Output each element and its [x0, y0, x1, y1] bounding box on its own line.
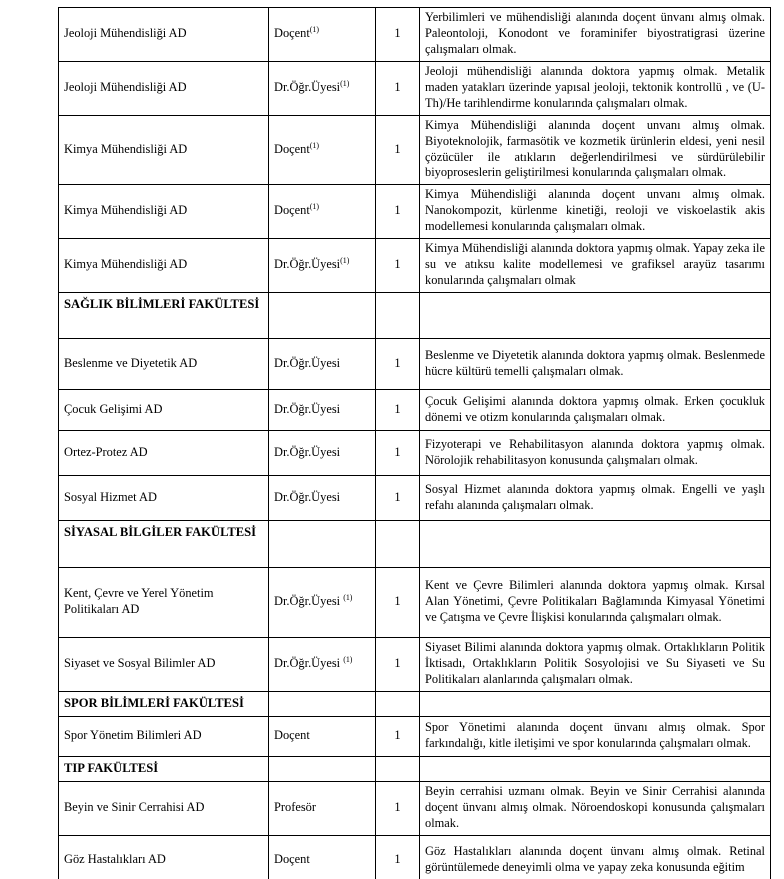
academic-title: [269, 716, 376, 756]
academic-title-text: Doçent: [274, 25, 310, 40]
position-count: 1: [376, 716, 420, 756]
table-row: [59, 239, 771, 293]
footnote-marker: (1): [309, 140, 320, 150]
requirement-description: Kimya Mühendisliği alanında doçent unvanı almış olmak. Nanokompozit, kürlenme kinetiği, reoloji ve viskoelastik akis modellemesi konularında çalışmaları olmak.: [420, 185, 771, 239]
requirement-description: Kimya Mühendisliği alanında doktora yapmış olmak. Yapay zeka ile su ve atıksu kalite modellemesi ve grafiksel arayüz tasarımı konularında çalışmaları olmak: [420, 239, 771, 293]
position-count: 1: [376, 390, 420, 431]
faculty-name: TIP FAKÜLTESİ: [59, 756, 269, 781]
position-count: 1: [376, 638, 420, 692]
department-name: Siyaset ve Sosyal Bilimler AD: [59, 638, 269, 692]
requirement-description: Çocuk Gelişimi alanında doktora yapmış olmak. Erken çocukluk dönemi ve otizm konularında çalışmaları olmak.: [420, 390, 771, 431]
position-count: 1: [376, 185, 420, 239]
position-count: [376, 691, 420, 716]
table-row: [59, 185, 771, 239]
requirement-description: Siyaset Bilimi alanında doktora yapmış olmak. Ortaklıkların Politik İktisadı, Ortaklıkların Politik Sosyolojisi ve Su Siyaseti ve Su Politikaları alanlarında çalışmaları olmak.: [420, 638, 771, 692]
academic-title: [269, 239, 376, 293]
faculty-header-row: [59, 691, 771, 716]
position-count: 1: [376, 239, 420, 293]
table-row: [59, 638, 771, 692]
academic-title: [269, 431, 376, 476]
requirement-description: Kent ve Çevre Bilimleri alanında doktora yapmış olmak. Kırsal Alan Yönetimi, Çevre Politikaları Bağlamında Kimyasal Yönetimi ve Çatışma ve Çevre İlişkisi konularında çalışmaları olmak.: [420, 568, 771, 638]
requirement-description: Spor Yönetimi alanında doçent ünvanı almış olmak. Spor farkındalığı, kitle iletişimi ve spor konularında çalışmaları olmak.: [420, 716, 771, 756]
requirement-description: [420, 521, 771, 568]
footnote-marker: (1): [309, 202, 320, 212]
position-count: [376, 521, 420, 568]
department-name: Sosyal Hizmet AD: [59, 476, 269, 521]
academic-title: [269, 293, 376, 339]
academic-title: [269, 521, 376, 568]
requirement-description: [420, 691, 771, 716]
requirement-description: Fizyoterapi ve Rehabilitasyon alanında doktora yapmış olmak. Nörolojik rehabilitasyon konusunda çalışmaları olmak.: [420, 431, 771, 476]
department-name: Kimya Mühendisliği AD: [59, 185, 269, 239]
academic-title-text: Doçent: [274, 203, 310, 218]
table-row: [59, 115, 771, 185]
position-count: 1: [376, 61, 420, 115]
academic-title: [269, 339, 376, 390]
department-name: Beslenme ve Diyetetik AD: [59, 339, 269, 390]
position-count: 1: [376, 781, 420, 835]
vacancy-table-container: [58, 7, 770, 879]
position-count: 1: [376, 476, 420, 521]
position-count: 1: [376, 835, 420, 879]
table-row: [59, 716, 771, 756]
table-row: [59, 835, 771, 879]
requirement-description: Beyin cerrahisi uzmanı olmak. Beyin ve Sinir Cerrahisi alanında doçent ünvanı almış olmak. Nöroendoskopi konusunda çalışmaları olmak.: [420, 781, 771, 835]
academic-title: [269, 756, 376, 781]
academic-title-text: Dr.Öğr.Üyesi: [274, 489, 341, 504]
department-name: Beyin ve Sinir Cerrahisi AD: [59, 781, 269, 835]
department-name: Jeoloji Mühendisliği AD: [59, 61, 269, 115]
footnote-marker: (1): [343, 592, 353, 602]
requirement-description: Sosyal Hizmet alanında doktora yapmış olmak. Engelli ve yaşlı refahı alanında çalışmaları olmak.: [420, 476, 771, 521]
academic-title-text: Dr.Öğr.Üyesi: [274, 79, 341, 94]
footnote-marker: (1): [343, 654, 353, 664]
department-name: Kent, Çevre ve Yerel Yönetim Politikaları AD: [59, 568, 269, 638]
table-row: [59, 781, 771, 835]
requirement-description: Jeoloji mühendisliği alanında doktora yapmış olmak. Metalik maden yatakları üzerinde yapısal jeoloji, tektonik kontrollü , ve (U-Th)/He tarihlendirme konularında çalışmaları olmak.: [420, 61, 771, 115]
position-count: [376, 293, 420, 339]
position-count: 1: [376, 339, 420, 390]
academic-title: [269, 691, 376, 716]
faculty-name: SAĞLIK BİLİMLERİ FAKÜLTESİ: [59, 293, 269, 339]
position-count: 1: [376, 115, 420, 185]
academic-vacancy-table: [58, 7, 771, 879]
department-name: Göz Hastalıkları AD: [59, 835, 269, 879]
academic-title: [269, 390, 376, 431]
academic-title-text: Profesör: [274, 799, 316, 814]
faculty-name: SPOR BİLİMLERİ FAKÜLTESİ: [59, 691, 269, 716]
academic-title: [269, 781, 376, 835]
requirement-description: Göz Hastalıkları alanında doçent ünvanı almış olmak. Retinal görüntülemede deneyimli olma ve yapay zeka konusunda eğitim: [420, 835, 771, 879]
faculty-header-row: [59, 521, 771, 568]
faculty-header-row: [59, 756, 771, 781]
department-name: Kimya Mühendisliği AD: [59, 115, 269, 185]
requirement-description: [420, 756, 771, 781]
academic-title-text: Doçent: [274, 727, 310, 742]
academic-title-text: Dr.Öğr.Üyesi: [274, 257, 341, 272]
position-count: 1: [376, 568, 420, 638]
academic-title: [269, 476, 376, 521]
academic-title-text: Doçent: [274, 141, 310, 156]
academic-title: [269, 185, 376, 239]
table-row: [59, 390, 771, 431]
table-row: [59, 431, 771, 476]
table-body: [59, 8, 771, 879]
footnote-marker: (1): [309, 24, 320, 34]
department-name: Kimya Mühendisliği AD: [59, 239, 269, 293]
footnote-marker: (1): [340, 256, 350, 265]
academic-title-text: Dr.Öğr.Üyesi: [274, 655, 341, 670]
requirement-description: Kimya Mühendisliği alanında doçent unvanı almış olmak. Biyoteknolojik, farmasötik ve kozmetik ürünlerin eldesi, yeni nesil çözücüler ile atıkların değerlendirilmesi ve sürdürülebilir biyoproseslerin geliştirilmesi konularında çalışmaları olmak.: [420, 115, 771, 185]
department-name: Çocuk Gelişimi AD: [59, 390, 269, 431]
footnote-marker: (1): [340, 78, 350, 88]
position-count: 1: [376, 431, 420, 476]
department-name: Spor Yönetim Bilimleri AD: [59, 716, 269, 756]
department-name: Ortez-Protez AD: [59, 431, 269, 476]
position-count: 1: [376, 8, 420, 62]
table-row: [59, 568, 771, 638]
academic-title: [269, 61, 376, 115]
table-row: [59, 476, 771, 521]
requirement-description: [420, 293, 771, 339]
table-row: [59, 8, 771, 62]
department-name: Jeoloji Mühendisliği AD: [59, 8, 269, 62]
academic-title-text: Doçent: [274, 851, 310, 866]
position-count: [376, 756, 420, 781]
academic-title: [269, 638, 376, 692]
academic-title-text: Dr.Öğr.Üyesi: [274, 444, 341, 459]
academic-title: [269, 8, 376, 62]
faculty-name: SİYASAL BİLGİLER FAKÜLTESİ: [59, 521, 269, 568]
academic-title: [269, 835, 376, 879]
faculty-header-row: [59, 293, 771, 339]
academic-title: [269, 115, 376, 185]
academic-title-text: Dr.Öğr.Üyesi: [274, 355, 341, 370]
requirement-description: Yerbilimleri ve mühendisliği alanında doçent ünvanı almış olmak. Paleontoloji, Konodont ve foraminifer biyostratigrasi üzerine çalışmaları olmak.: [420, 8, 771, 62]
academic-title-text: Dr.Öğr.Üyesi: [274, 401, 341, 416]
table-row: [59, 61, 771, 115]
requirement-description: Beslenme ve Diyetetik alanında doktora yapmış olmak. Beslenmede hücre kültürü temelli çalışmaları olmak.: [420, 339, 771, 390]
academic-title: [269, 568, 376, 638]
academic-title-text: Dr.Öğr.Üyesi: [274, 594, 341, 609]
table-row: [59, 339, 771, 390]
